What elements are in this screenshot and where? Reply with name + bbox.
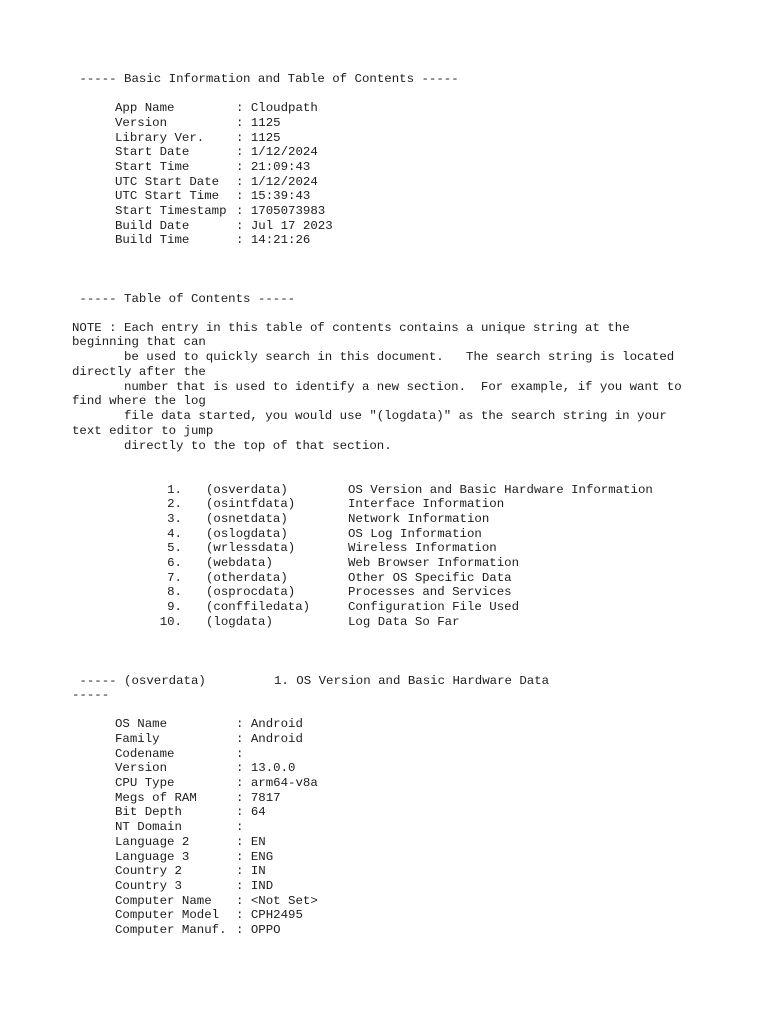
- basic-sep: : 15:39:43: [236, 189, 311, 203]
- toc-tag: (otherdata): [206, 571, 288, 585]
- basic-sep: : 1/12/2024: [236, 175, 318, 189]
- basic-value: 21:09:43: [250, 160, 311, 174]
- basic-key: Start Date: [115, 145, 190, 159]
- note-line: file data started, you would use "(logdata)" as the search string in your: [124, 409, 667, 423]
- toc-number: 6.: [167, 556, 182, 570]
- basic-value: Cloudpath: [250, 101, 318, 115]
- osver-sep: : CPH2495: [236, 908, 303, 922]
- osver-key: Computer Manuf.: [115, 923, 227, 937]
- osver-sep: : EN: [236, 835, 266, 849]
- basic-sep: : 14:21:26: [236, 233, 311, 247]
- toc-number: 2.: [167, 497, 182, 511]
- toc-title: Configuration File Used: [348, 600, 520, 614]
- note-line: beginning that can: [72, 335, 206, 349]
- toc-title: Web Browser Information: [348, 556, 520, 570]
- toc-tag: (conffiledata): [206, 600, 311, 614]
- osver-header-right: 1. OS Version and Basic Hardware Data: [274, 674, 550, 688]
- basic-value: Jul 17 2023: [250, 219, 333, 233]
- osver-value: Android: [250, 732, 303, 746]
- basic-sep: : 21:09:43: [236, 160, 311, 174]
- osver-value: Android: [250, 717, 303, 731]
- note-line: be used to quickly search in this document. The search string is located: [124, 350, 675, 364]
- osver-key: Computer Model: [115, 908, 220, 922]
- basic-value: 1125: [250, 116, 281, 130]
- basic-sep: : 1/12/2024: [236, 145, 318, 159]
- osver-value: IND: [250, 879, 274, 893]
- osver-value: 7817: [250, 791, 281, 805]
- basic-sep: : 1125: [236, 116, 281, 130]
- toc-tag: (webdata): [206, 556, 273, 570]
- osver-value: IN: [250, 864, 266, 878]
- basic-key: Start Timestamp: [115, 204, 227, 218]
- toc-tag: (osintfdata): [206, 497, 296, 511]
- osver-sep: : 13.0.0: [236, 761, 296, 775]
- osver-value: ENG: [250, 850, 274, 864]
- osver-sep: :: [236, 820, 251, 834]
- basic-key: UTC Start Date: [115, 175, 220, 189]
- osver-key: Version: [115, 761, 168, 775]
- osver-key: CPU Type: [115, 776, 175, 790]
- osver-sep: : ENG: [236, 850, 274, 864]
- toc-number: 5.: [167, 541, 182, 555]
- osver-key: Language 2: [115, 835, 190, 849]
- toc-title: Network Information: [348, 512, 490, 526]
- basic-value: 1/12/2024: [250, 175, 318, 189]
- osver-sep: : Android: [236, 717, 303, 731]
- osver-sep: : <Not Set>: [236, 894, 318, 908]
- note-line: directly after the: [72, 365, 206, 379]
- note-line: NOTE : Each entry in this table of contents contains a unique string at the: [72, 321, 630, 335]
- basic-sep: : Cloudpath: [236, 101, 318, 115]
- toc-number: 3.: [167, 512, 182, 526]
- osver-sep: : 7817: [236, 791, 281, 805]
- osver-value: <Not Set>: [250, 894, 318, 908]
- basic-value: 15:39:43: [250, 189, 311, 203]
- basic-key: UTC Start Time: [115, 189, 220, 203]
- toc-number: 10.: [159, 615, 182, 629]
- osver-value: OPPO: [250, 923, 281, 937]
- osver-sep: : IND: [236, 879, 274, 893]
- osver-key: Country 3: [115, 879, 182, 893]
- basic-sep: : 1125: [236, 131, 281, 145]
- toc-number: 4.: [167, 527, 182, 541]
- osver-sep: : 64: [236, 805, 266, 819]
- osver-header-wrap: -----: [72, 688, 110, 702]
- basic-sep: : Jul 17 2023: [236, 219, 333, 233]
- toc-header: ----- Table of Contents -----: [72, 292, 296, 306]
- osver-sep: : arm64-v8a: [236, 776, 318, 790]
- osver-value: EN: [250, 835, 266, 849]
- osver-key: Language 3: [115, 850, 190, 864]
- osver-value: CPH2495: [250, 908, 303, 922]
- basic-value: 1125: [250, 131, 281, 145]
- osver-value: arm64-v8a: [250, 776, 318, 790]
- osver-key: Bit Depth: [115, 805, 182, 819]
- osver-sep: : OPPO: [236, 923, 281, 937]
- osver-key: Family: [115, 732, 160, 746]
- osver-key: Codename: [115, 747, 175, 761]
- toc-tag: (osprocdata): [206, 585, 296, 599]
- osver-value: 13.0.0: [250, 761, 296, 775]
- toc-number: 8.: [167, 585, 182, 599]
- basic-key: Library Ver.: [115, 131, 205, 145]
- osver-key: Country 2: [115, 864, 182, 878]
- note-line: number that is used to identify a new section. For example, if you want to: [124, 380, 682, 394]
- toc-title: Log Data So Far: [348, 615, 460, 629]
- note-line: find where the log: [72, 394, 206, 408]
- osver-key: Computer Name: [115, 894, 212, 908]
- osver-sep: : IN: [236, 864, 266, 878]
- note-line: directly to the top of that section.: [124, 439, 392, 453]
- basic-value: 1/12/2024: [250, 145, 318, 159]
- osver-key: NT Domain: [115, 820, 182, 834]
- osver-header-left: ----- (osverdata): [72, 674, 206, 688]
- basic-key: Build Date: [115, 219, 190, 233]
- osver-value: 64: [250, 805, 266, 819]
- toc-tag: (wrlessdata): [206, 541, 296, 555]
- note-line: text editor to jump: [72, 424, 214, 438]
- toc-title: Processes and Services: [348, 585, 512, 599]
- toc-title: OS Version and Basic Hardware Information: [348, 483, 653, 497]
- basic-value: 1705073983: [250, 204, 326, 218]
- osver-key: Megs of RAM: [115, 791, 197, 805]
- basic-key: Start Time: [115, 160, 190, 174]
- toc-tag: (osverdata): [206, 483, 288, 497]
- osver-sep: :: [236, 747, 251, 761]
- toc-title: Wireless Information: [348, 541, 497, 555]
- osver-key: OS Name: [115, 717, 168, 731]
- osver-sep: : Android: [236, 732, 303, 746]
- toc-title: Other OS Specific Data: [348, 571, 512, 585]
- basic-key: App Name: [115, 101, 175, 115]
- basic-info-header: ----- Basic Information and Table of Contents -----: [72, 72, 459, 86]
- toc-tag: (logdata): [206, 615, 273, 629]
- basic-key: Version: [115, 116, 168, 130]
- basic-value: 14:21:26: [250, 233, 311, 247]
- basic-key: Build Time: [115, 233, 190, 247]
- toc-number: 7.: [167, 571, 182, 585]
- toc-tag: (oslogdata): [206, 527, 288, 541]
- toc-title: Interface Information: [348, 497, 505, 511]
- toc-number: 9.: [167, 600, 182, 614]
- toc-tag: (osnetdata): [206, 512, 288, 526]
- basic-sep: : 1705073983: [236, 204, 326, 218]
- toc-title: OS Log Information: [348, 527, 482, 541]
- toc-number: 1.: [167, 483, 182, 497]
